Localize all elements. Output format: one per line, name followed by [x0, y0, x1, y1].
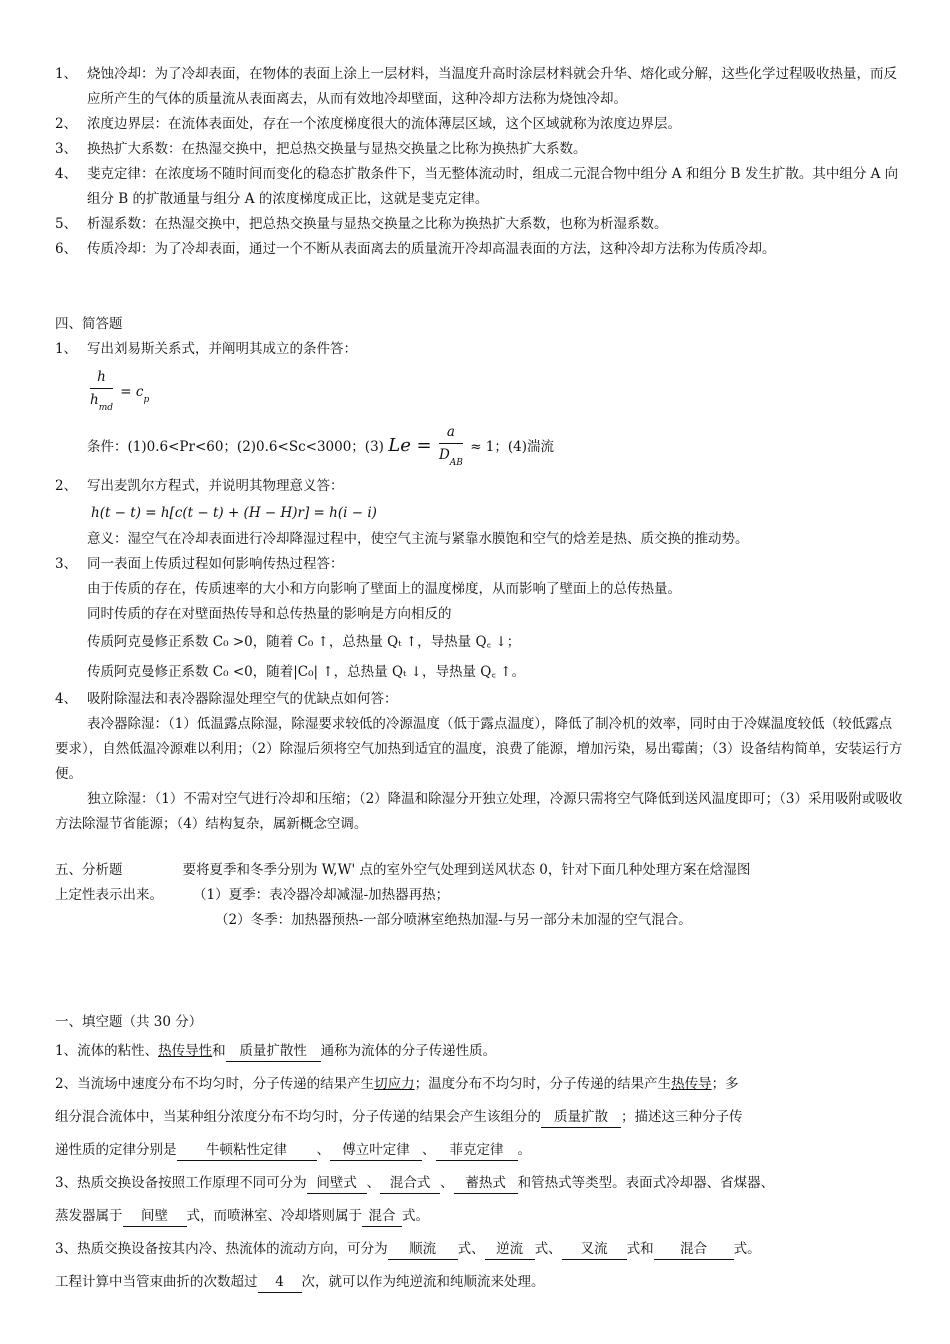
merkel-meaning: 意义：湿空气在冷却表面进行冷却降湿过程中，使空气主流与紧靠水膜饱和空气的焓差是热、质交换的推动势。 — [87, 531, 749, 547]
fill-line: 递性质的定律分别是 牛顿粘性定律 、 傅立叶定律 、 菲克定律 。 — [55, 1134, 905, 1167]
definitions-list — [55, 62, 905, 262]
answer-blank: 菲克定律 — [436, 1140, 518, 1161]
section-fill-blanks — [55, 1010, 905, 1299]
fill-line: 组分混合流体中，当某种组分浓度分布不均匀时，分子传递的结果会产生该组分的 质量扩散 ；描述这三种分子传 — [55, 1101, 905, 1134]
section-title: 一、填空题（共 30 分） — [55, 1014, 203, 1030]
answer-blank: 顺流 — [388, 1239, 458, 1260]
fill-line: 3、热质交换设备按照工作原理不同可分为 间壁式 、 混合式 、 蓄热式 和管热式等类型。表面式冷却器、省煤器、 — [55, 1167, 905, 1200]
answer-blank: 混合式 — [380, 1173, 440, 1194]
lewis-formula: $\frac{h}{h_{md}}$ = $c_p$ — [55, 362, 905, 418]
definition-item: 5、 析湿系数：在热湿交换中，把总热交换量与显热交换量之比称为换热扩大系数，也称为析湿系数。 — [55, 216, 668, 232]
question-1: 1、 写出刘易斯关系式，并阐明其成立的条件答： — [55, 341, 357, 357]
answer-blank: 混合 — [654, 1239, 734, 1260]
section-title: 五、分析题 — [55, 862, 123, 878]
answer-blank: 傅立叶定律 — [330, 1140, 422, 1161]
definition-item: 2、 浓度边界层：在流体表面处，存在一个浓度梯度很大的流体薄层区域，这个区域就称为浓度边界层。 — [55, 116, 681, 132]
fill-line: 工程计算中当管束曲折的次数超过 4 次，就可以作为纯逆流和纯顺流来处理。 — [55, 1266, 905, 1299]
answer-blank: 质量扩散性 — [226, 1041, 321, 1062]
definition-item: 4、 斐克定律：在浓度场不随时间而变化的稳态扩散条件下，当无整体流动时，组成二元混合物中组分 A 和组分 B 发生扩散。其中组分 A 向组分 B 的扩散通量与组分 A 的浓度梯度成正比，这就是斐克定律。 — [55, 166, 899, 207]
definition-text: 浓度边界层：在流体表面处，存在一个浓度梯度很大的流体薄层区域，这个区域就称为浓度边界层。 — [87, 116, 681, 132]
answer-blank: 蓄热式 — [454, 1173, 518, 1194]
answer-blank: 热传导性 — [158, 1043, 213, 1059]
fill-line: 3、热质交换设备按其内冷、热流体的流动方向，可分为 顺流 式、 逆流 式、 叉流 式和 混合 式。 — [55, 1233, 905, 1266]
merkel-formula: h(t − t) = h[c(t − t) + (H − H)r] = h(i − i) — [91, 505, 377, 521]
answer-paragraph: 表冷器除湿：（1）低温露点除湿，除湿要求较低的冷源温度（低于露点温度），降低了制冷机的效率，同时由于冷媒温度较低（较低露点要求），自然低温冷源难以利用；（2）除湿后须将空气加热到适宜的温度，浪费了能源，增加污染，易出霉菌；（3）设备结构简单，安装运行方便。 — [55, 716, 903, 782]
section-short-answer: 四、简答题 1、 写出刘易斯关系式，并阐明其成立的条件答： $\frac{h}{h_{md}}$ = $c_p$ 条件：(1)0.6<Pr<60；(2)0.6<Sc<3000；(3) Le = $\frac{a}{D_{AB}}$ ≈ 1；(4)湍流 2、 写出麦凯尔方程式，并说明其物理意义答： h(t − t) = h[c(t − t) + (H − H)r] = h(i − i) 意义：湿空气在冷却表面进行冷却降湿过程中，使空气主流与紧靠水膜饱和空气的焓差是热、质交换的推动势。 3、 同一表面上传质过程如何影响传热过程答： 由于传质的存在，传质速率的大小和方向影响了壁面上的温度梯度，从而影响了壁面上的总传热量。 同时传质的存在对壁面热传导和总传热量的影响是方向相反的 传质阿克曼修正系数 C₀ >0，随着 C₀ ↑，总热量 Qₜ ↑，导热量 Q꜀ ↓； 传质阿克曼修正系数 C₀ <0，随着|C₀| ↑，总热量 Qₜ ↓，导热量 Q꜀ ↑。 4、 吸附除湿法和表冷器除湿处理空气的优缺点如何答： 表冷器除湿：（1）低温露点除湿，除湿要求较低的冷源温度（低于露点温度），降低了制冷机的效率，同时由于冷媒温度较低（较低露点要求），自然低温冷源难以利用；（2）除湿后须将空气加热到适宜的温度，浪费了能源，增加污染，易出霉菌；（3）设备结构简单，安装运行方便。 独立除湿：（1）不需对空气进行冷却和压缩；（2）降温和除湿分开独立处理，冷源只需将空气降低到送风温度即可；（3）采用吸附或吸收方法除湿节省能源；（4）结构复杂，属新概念空调。 — [55, 312, 905, 837]
answer-blank: 逆流 — [485, 1239, 535, 1260]
definition-text: 烧蚀冷却：为了冷却表面，在物体的表面上涂上一层材料，当温度升高时涂层材料就会升华、熔化或分解，这些化学过程吸收热量，而反应所产生的气体的质量流从表面离去，从而有效地冷却壁面，这种冷却方法称为烧蚀冷却。 — [87, 66, 897, 107]
section-analysis: 五、分析题 要将夏季和冬季分别为 W,W' 点的室外空气处理到送风状态 0，针对下面几种处理方案在焓湿图 上定性表示出来。 （1）夏季：表冷器冷却减湿-加热器再热； （2）冬季：加热器预热-一部分喷淋室绝热加湿-与另一部分未加湿的空气混合。 — [55, 862, 751, 928]
answer-blank: 切应力 — [374, 1076, 415, 1092]
definition-text: 析湿系数：在热湿交换中，把总热交换量与显热交换量之比称为换热扩大系数，也称为析湿系数。 — [87, 216, 668, 232]
definition-text: 换热扩大系数：在热湿交换中，把总热交换量与显热交换量之比称为换热扩大系数。 — [87, 141, 587, 157]
definition-item: 3、 换热扩大系数：在热湿交换中，把总热交换量与显热交换量之比称为换热扩大系数。 — [55, 141, 587, 157]
answer-blank: 混合 — [362, 1206, 402, 1227]
definition-item: 6、 传质冷却：为了冷却表面，通过一个不断从表面离去的质量流开冷却高温表面的方法，这种冷却方法称为传质冷却。 — [55, 241, 776, 257]
definition-item: 1、 烧蚀冷却：为了冷却表面，在物体的表面上涂上一层材料，当温度升高时涂层材料就会升华、熔化或分解，这些化学过程吸收热量，而反应所产生的气体的质量流从表面离去，从而有效地冷却壁面，这种冷却方法称为烧蚀冷却。 — [55, 66, 897, 107]
lewis-conditions: 条件：(1)0.6<Pr<60；(2)0.6<Sc<3000；(3) Le = $\frac{a}{D_{AB}}$ ≈ 1；(4)湍流 — [55, 418, 905, 474]
answer-blank: 间壁式 — [307, 1173, 367, 1194]
question-2: 2、 写出麦凯尔方程式，并说明其物理意义答： — [55, 478, 344, 494]
answer-blank: 4 — [258, 1272, 302, 1293]
definition-text: 传质冷却：为了冷却表面，通过一个不断从表面离去的质量流开冷却高温表面的方法，这种冷却方法称为传质冷却。 — [87, 241, 776, 257]
section-title: 四、简答题 — [55, 316, 123, 332]
fill-line: 蒸发器属于 间壁 式，而喷淋室、冷却塔则属于 混合 式。 — [55, 1200, 905, 1233]
answer-blank: 质量扩散 — [541, 1107, 621, 1128]
question-4: 4、 吸附除湿法和表冷器除湿处理空气的优缺点如何答： — [55, 691, 398, 707]
answer-blank: 牛顿粘性定律 — [177, 1140, 317, 1161]
fill-line: 1、流体的粘性、热传导性和 质量扩散性 通称为流体的分子传递性质。 — [55, 1035, 905, 1068]
question-3: 3、 同一表面上传质过程如何影响传热过程答： — [55, 556, 344, 572]
answer-paragraph: 独立除湿：（1）不需对空气进行冷却和压缩；（2）降温和除湿分开独立处理，冷源只需将空气降低到送风温度即可；（3）采用吸附或吸收方法除湿节省能源；（4）结构复杂，属新概念空调。 — [55, 791, 903, 832]
answer-blank: 热传导 — [671, 1076, 712, 1092]
definition-text: 斐克定律：在浓度场不随时间而变化的稳态扩散条件下，当无整体流动时，组成二元混合物中组分 A 和组分 B 发生扩散。其中组分 A 向组分 B 的扩散通量与组分 A 的浓度梯度成正比，这就是斐克定律。 — [87, 166, 899, 207]
answer-blank: 间壁 — [123, 1206, 187, 1227]
fill-line: 2、当流场中速度分布不均匀时，分子传递的结果产生切应力；温度分布不均匀时，分子传递的结果产生热传导；多 — [55, 1076, 739, 1092]
answer-blank: 叉流 — [562, 1239, 627, 1260]
